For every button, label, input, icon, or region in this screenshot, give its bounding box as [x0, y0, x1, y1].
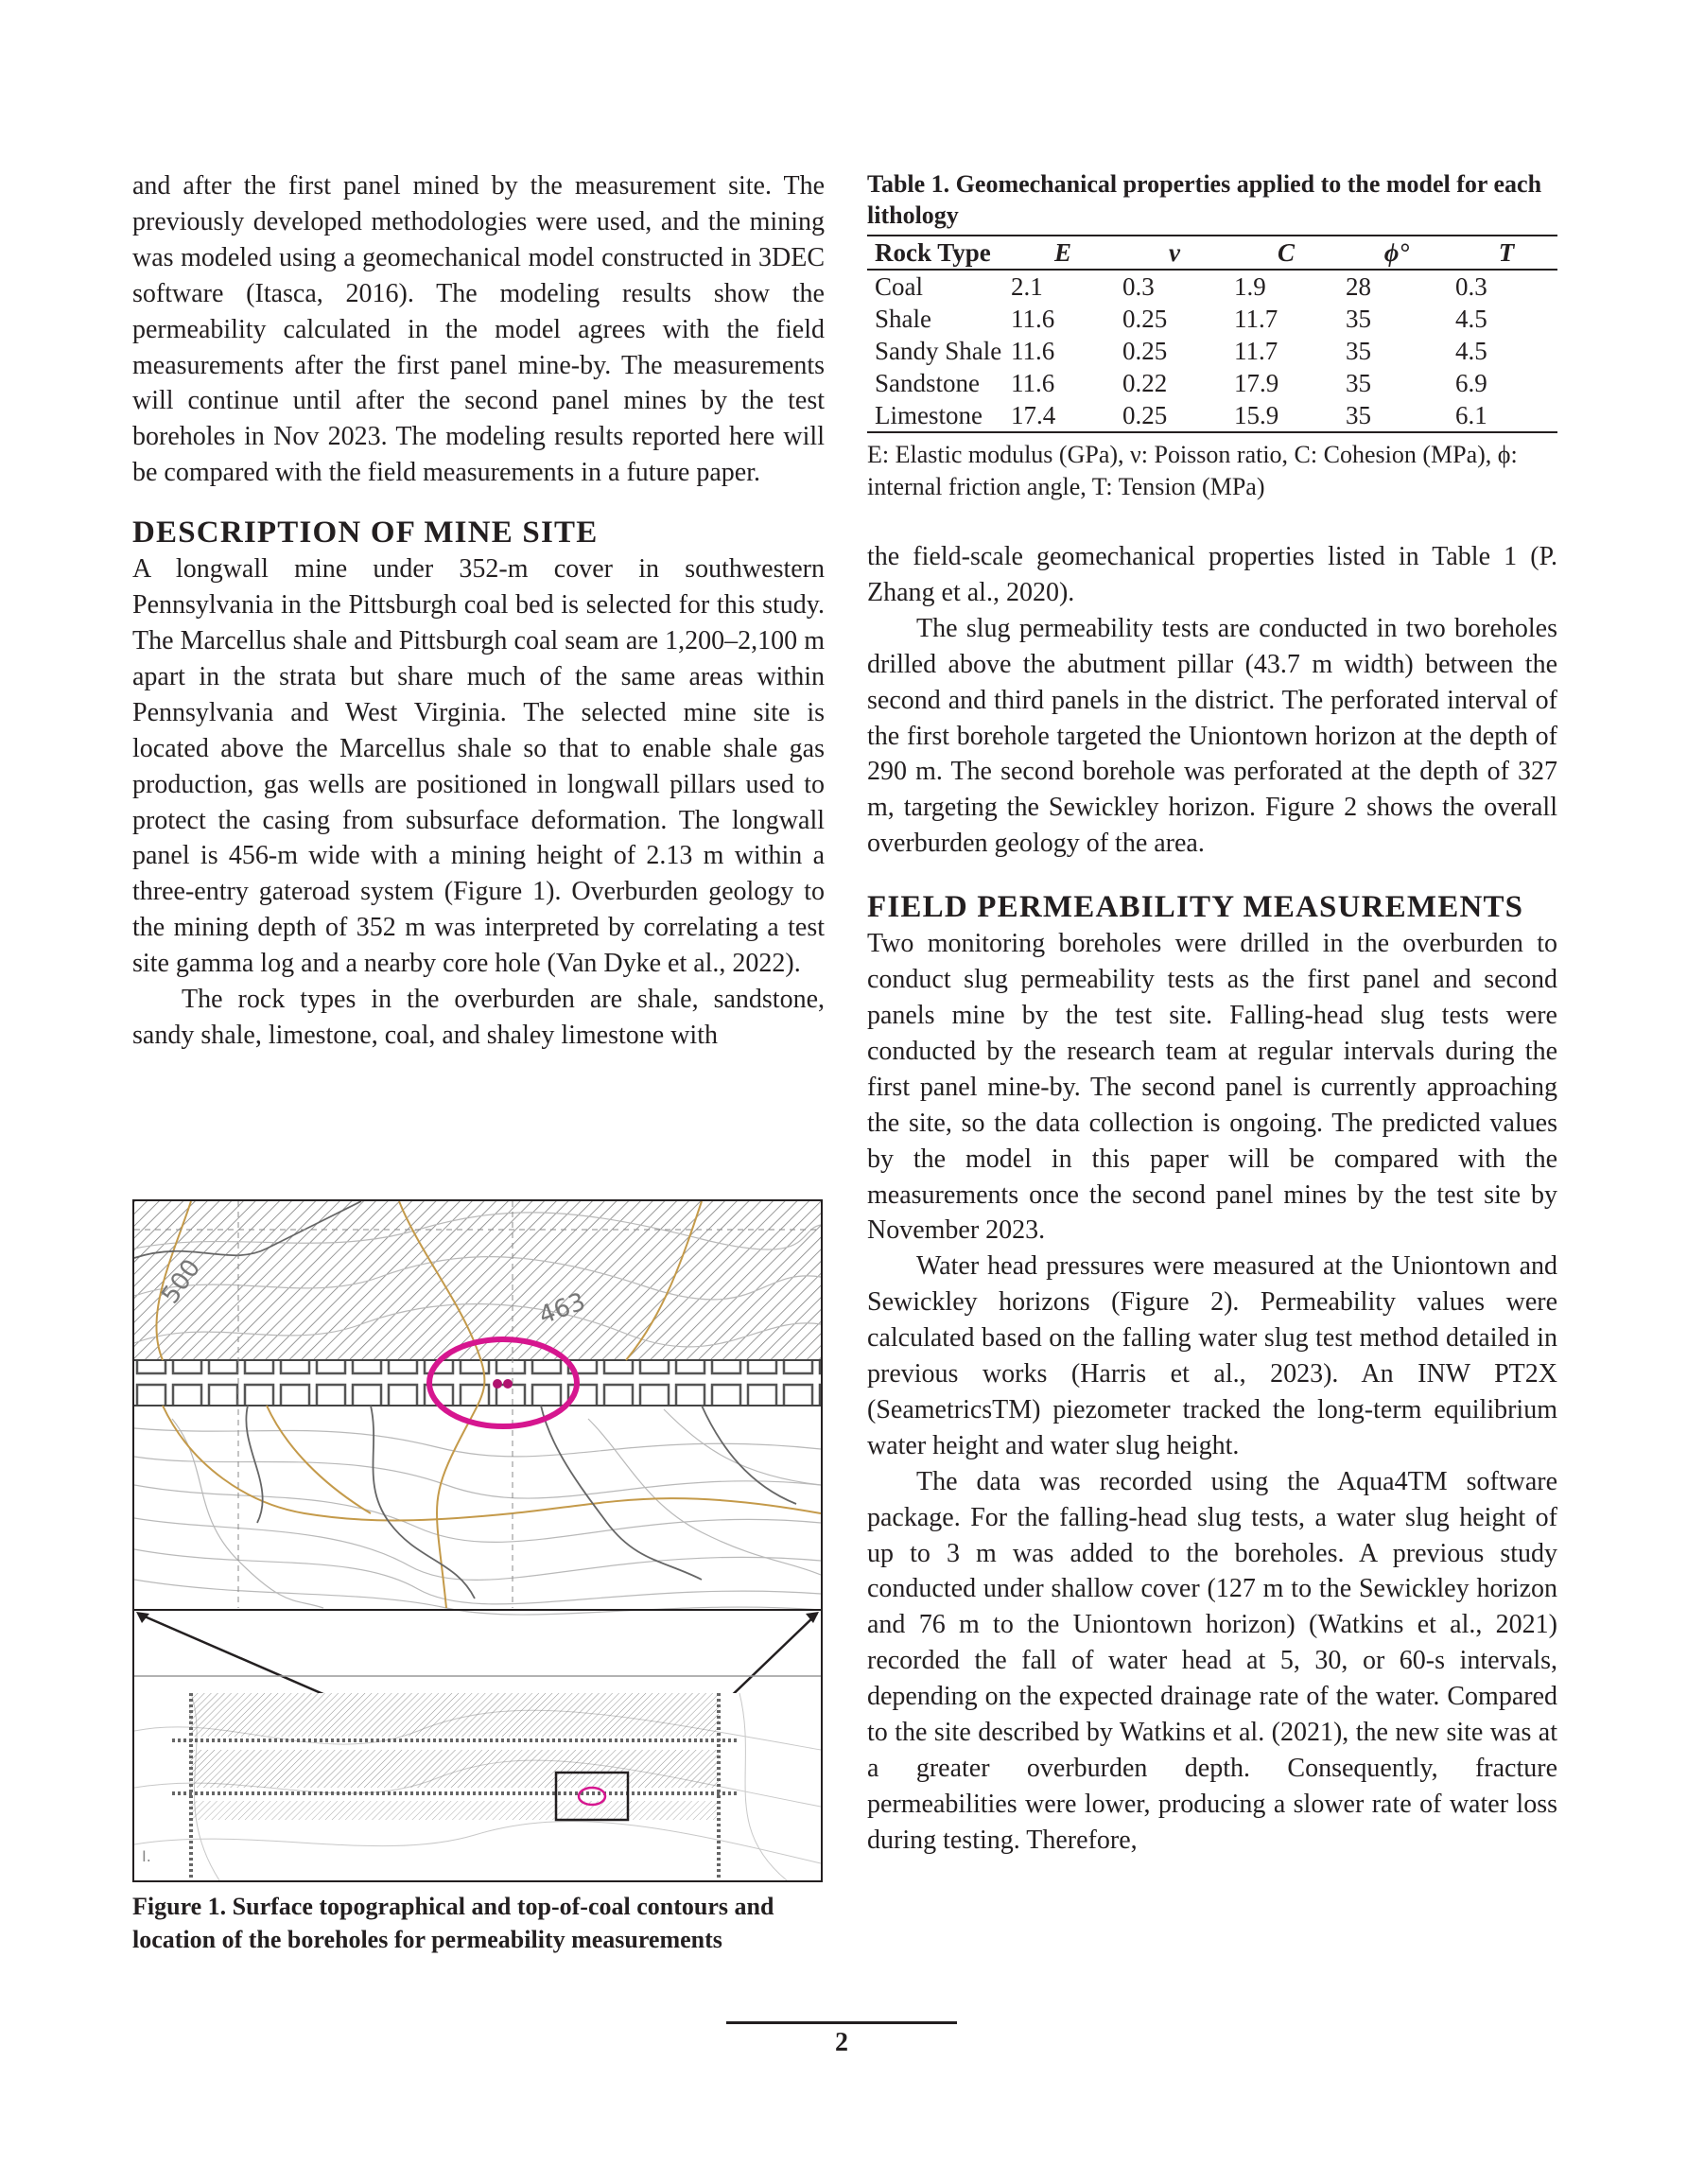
table-row	[867, 399, 1557, 432]
table-row	[867, 335, 1557, 367]
table-cell: 0.22	[1122, 369, 1168, 397]
table-1-caption: Table 1. Geomechanical properties applied to the model for each lithology	[867, 170, 1542, 229]
table-cell: 11.6	[1011, 369, 1055, 397]
table-cell: 15.9	[1226, 399, 1338, 432]
table-cell: 11.7	[1234, 305, 1278, 333]
paragraph-field-2: Water head pressures were measured at the Uniontown and Sewickley horizons (Figure 2). Permeability values were calculated based on the falling water slug test method detailed in previous works (Harris et al., 2023). An INW PT2X (SeametricsTM) piezometer tracked the long-term equilibrium water height and water slug height.	[867, 1251, 1557, 1460]
table-cell: 0.25	[1115, 399, 1226, 432]
left-column	[132, 168, 825, 1054]
table-header-cell: Rock Type	[867, 236, 1003, 270]
table-cell: 11.6	[1011, 305, 1055, 333]
table-cell: 4.5	[1455, 305, 1487, 333]
table-cell: 28	[1346, 272, 1371, 301]
table-cell: 35	[1338, 399, 1448, 432]
table-cell: 35	[1346, 369, 1371, 397]
table-cell: 11.7	[1234, 337, 1278, 365]
paragraph-mine-site-1: A longwall mine under 352-m cover in southwestern Pennsylvania in the Pittsburgh coal bed is selected for this study. The Marcellus shale and Pittsburgh coal seam are 1,200–2,100 m apart in the strata but share much of the same areas within Pennsylvania and West Virginia. The selected mine site is located above the Marcellus shale so that to enable shale gas production, gas wells are positioned in longwall pillars used to protect the casing from subsurface deformation. The longwall panel is 456-m wide with a mining height of 2.13 m within a three-entry gateroad system (Figure 1). Overburden geology to the mining depth of 352 m was interpreted by correlating a test site gamma log and a nearby core hole (Van Dyke et al., 2022).	[132, 554, 825, 979]
table-header-cell: E	[1003, 236, 1115, 270]
table-cell: Limestone	[867, 399, 1003, 432]
table-cell: 6.9	[1455, 369, 1487, 397]
overview-inset-label: I.	[142, 1847, 151, 1865]
table-cell: Sandstone	[875, 369, 980, 397]
table-cell: 35	[1346, 337, 1371, 365]
paragraph-slug-tests: The slug permeability tests are conducted in two boreholes drilled above the abutment pillar (43.7 m width) between the second and third panels in the district. The perforated interval of the first borehole targeted the Uniontown horizon at the depth of 290 m. The second borehole was perforated at the depth of 327 m, targeting the Sewickley horizon. Figure 2 shows the overall overburden geology of the area.	[867, 613, 1557, 859]
paragraph-table-reference: the field-scale geomechanical properties listed in Table 1 (P. Zhang et al., 2020).	[867, 542, 1557, 607]
borehole-marker	[503, 1379, 513, 1389]
table-header-cell: ν	[1115, 236, 1226, 270]
figure-1-graphic	[134, 1201, 821, 1880]
table-1-note: E: Elastic modulus (GPa), ν: Poisson ratio, C: Cohesion (MPa), ϕ: internal friction angle, T: Tension (MPa)	[867, 441, 1518, 500]
table-cell: 2.1	[1011, 272, 1043, 301]
borehole-marker	[493, 1379, 502, 1389]
table-header-cell: ϕ°	[1338, 236, 1448, 270]
table-cell: 0.25	[1122, 337, 1168, 365]
table-cell: Sandy Shale	[875, 337, 1002, 365]
table-cell: 35	[1346, 305, 1371, 333]
figure-1-caption: Figure 1. Surface topographical and top-of-coal contours and location of the boreholes for permeability measurements	[132, 1893, 774, 1953]
table-cell: 1.9	[1234, 272, 1266, 301]
table-header-cell: T	[1448, 236, 1557, 270]
table-header-cell: C	[1226, 236, 1338, 270]
table-header-row	[867, 236, 1557, 270]
figure-1-map	[132, 1199, 823, 1882]
table-cell: 17.9	[1234, 369, 1279, 397]
paragraph-field-1: Two monitoring boreholes were drilled in the overburden to conduct slug permeability tests as the first panel and second panels mine by the test site. Falling-head slug tests were conducted by the research team at regular intervals during the first panel mine-by. The second panel is currently approaching the site, so the data collection is ongoing. The predicted values by the model in this paper will be compared with the measurements once the second panel mines by the test site by November 2023.	[867, 929, 1557, 1246]
table-row	[867, 303, 1557, 335]
table-cell: 0.3	[1455, 272, 1487, 301]
paragraph-mine-site-2: The rock types in the overburden are shale, sandstone, sandy shale, limestone, coal, and shaley limestone with	[132, 985, 825, 1050]
table-cell: 0.25	[1122, 305, 1168, 333]
table-1	[867, 235, 1557, 433]
heading-field-permeability-measurements: FIELD PERMEABILITY MEASUREMENTS	[867, 890, 1524, 925]
table-row	[867, 367, 1557, 399]
table-cell: 11.6	[1011, 337, 1055, 365]
table-cell: 0.3	[1122, 272, 1155, 301]
table-cell: 4.5	[1455, 337, 1487, 365]
table-cell: 17.4	[1003, 399, 1115, 432]
zoomed-map	[134, 1201, 821, 1615]
footer-rule	[726, 2021, 957, 2024]
table-cell: Coal	[875, 272, 923, 301]
paragraph-field-3: The data was recorded using the Aqua4TM software package. For the falling-head slug tests, a water slug height of up to 3 m was added to the boreholes. A previous study conducted under shallow cover (127 m to the Sewickley horizon and 76 m to the Uniontown horizon) (Watkins et al., 2021) recorded the fall of water head at 5, 30, or 60-s intervals, depending on the expected drainage rate of the water. Compared to the site described by Watkins et al. (2021), the new site was at a greater overburden depth. Consequently, fracture permeabilities were lower, producing a slower rate of water loss during testing. Therefore,	[867, 1466, 1557, 1855]
page-number: 2	[835, 2028, 848, 2057]
contour-label-a: 500	[156, 1254, 207, 1310]
table-cell: 6.1	[1448, 399, 1557, 432]
paragraph-intro: and after the first panel mined by the measurement site. The previously developed methodologies were used, and the mining was modeled using a geomechanical model constructed in 3DEC software (Itasca, 2016). The modeling results show the permeability calculated in the model agrees with the field measurements after the first panel mine-by. The measurements will continue until after the second panel mines by the test boreholes in Nov 2023. The modeling results reported here will be compared with the field measurements in a future paper.	[132, 171, 825, 488]
overview-map	[134, 1676, 821, 1880]
heading-description-of-mine-site: DESCRIPTION OF MINE SITE	[132, 515, 599, 550]
table-row	[867, 270, 1557, 303]
table-cell: Shale	[875, 305, 931, 333]
contour-label-b: 463	[535, 1287, 590, 1331]
right-column	[867, 168, 1557, 1859]
